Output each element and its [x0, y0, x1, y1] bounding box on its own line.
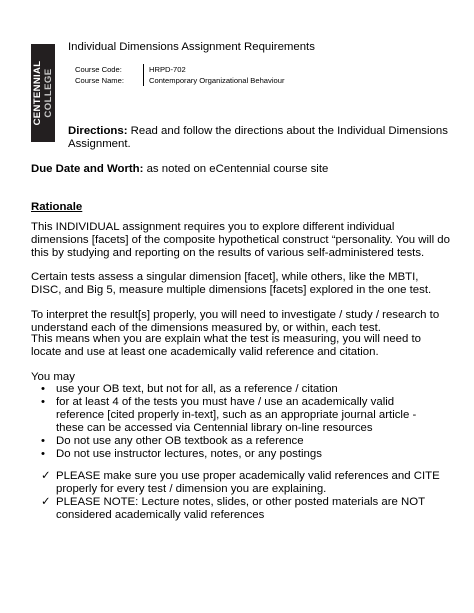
due-date-text: as noted on eCentennial course site [143, 163, 329, 175]
course-name-label: Course Name: [75, 76, 124, 85]
bullet-icon: • [41, 396, 45, 408]
course-code-label: Course Code: [75, 65, 122, 74]
permission-list [41, 383, 441, 461]
rationale-paragraph-1: This INDIVIDUAL assignment requires you to explore different individual dimensions [facets] of the composite hypothetical construct “personality. You will do this by studying and reporting on the results of various self-administered tests. [31, 221, 450, 259]
rationale-heading: Rationale [31, 201, 83, 213]
list-item [41, 435, 441, 448]
logo-line-centennial: CENTENNIAL [32, 60, 43, 126]
list-item-text: Do not use instructor lectures, notes, or any postings [56, 448, 322, 460]
checkmark-icon: ✓ [41, 470, 51, 482]
course-code-value: HRPD-702 [149, 65, 186, 74]
due-date-label: Due Date and Worth: [31, 163, 144, 175]
bullet-icon: • [41, 435, 45, 447]
list-item-text: for at least 4 of the tests you must have / use an academically valid reference [cited properly in-text], such as an appropriate journal article - these can be accessed via Centennial library on-line resources [56, 396, 417, 434]
checklist-item [41, 496, 441, 522]
list-item [41, 383, 441, 396]
list-item [41, 396, 441, 435]
checklist-item [41, 470, 441, 496]
directions-text: Read and follow the directions about the Individual Dimensions Assignment. [68, 125, 448, 150]
rationale-paragraph-3: To interpret the result[s] properly, you will need to investigate / study / research to understand each of the dimensions measured by, or within, each test. [31, 309, 440, 334]
list-item-text: Do not use any other OB textbook as a reference [56, 435, 304, 447]
course-separator [143, 75, 144, 86]
logo-line-college: COLLEGE [42, 68, 54, 118]
rationale-paragraph-2: Certain tests assess a singular dimension [facet], while others, like the MBTI, DISC, and Big 5, measure multiple dimensions [facets] explored in the one test. [31, 271, 432, 296]
course-code-row [75, 64, 285, 75]
list-item-text: use your OB text, but not for all, as a reference / citation [56, 383, 338, 395]
list-item [41, 448, 441, 461]
directions-label: Directions: [68, 125, 128, 137]
bullet-icon: • [41, 448, 45, 460]
rationale-paragraph-4: This means when you are explain what the test is measuring, you will need to locate and use at least one academically valid reference and citation. [31, 333, 422, 358]
course-separator [143, 64, 144, 75]
checkmark-icon: ✓ [41, 496, 51, 508]
checklist-item-text: PLEASE make sure you use proper academically valid references and CITE properly for every test / dimension you are explaining. [56, 470, 440, 495]
course-name-value: Contemporary Organizational Behaviour [149, 76, 285, 85]
due-date-line [31, 163, 328, 175]
notes-checklist [41, 470, 441, 522]
bullet-icon: • [41, 383, 45, 395]
checklist-item-text: PLEASE NOTE: Lecture notes, slides, or other posted materials are NOT considered academically valid references [56, 496, 425, 521]
course-name-row [75, 75, 285, 86]
centennial-college-logo [31, 44, 55, 142]
document-title: Individual Dimensions Assignment Requirements [68, 41, 315, 53]
directions-paragraph [68, 125, 468, 151]
course-info [75, 64, 285, 86]
you-may-intro: You may [31, 371, 75, 383]
